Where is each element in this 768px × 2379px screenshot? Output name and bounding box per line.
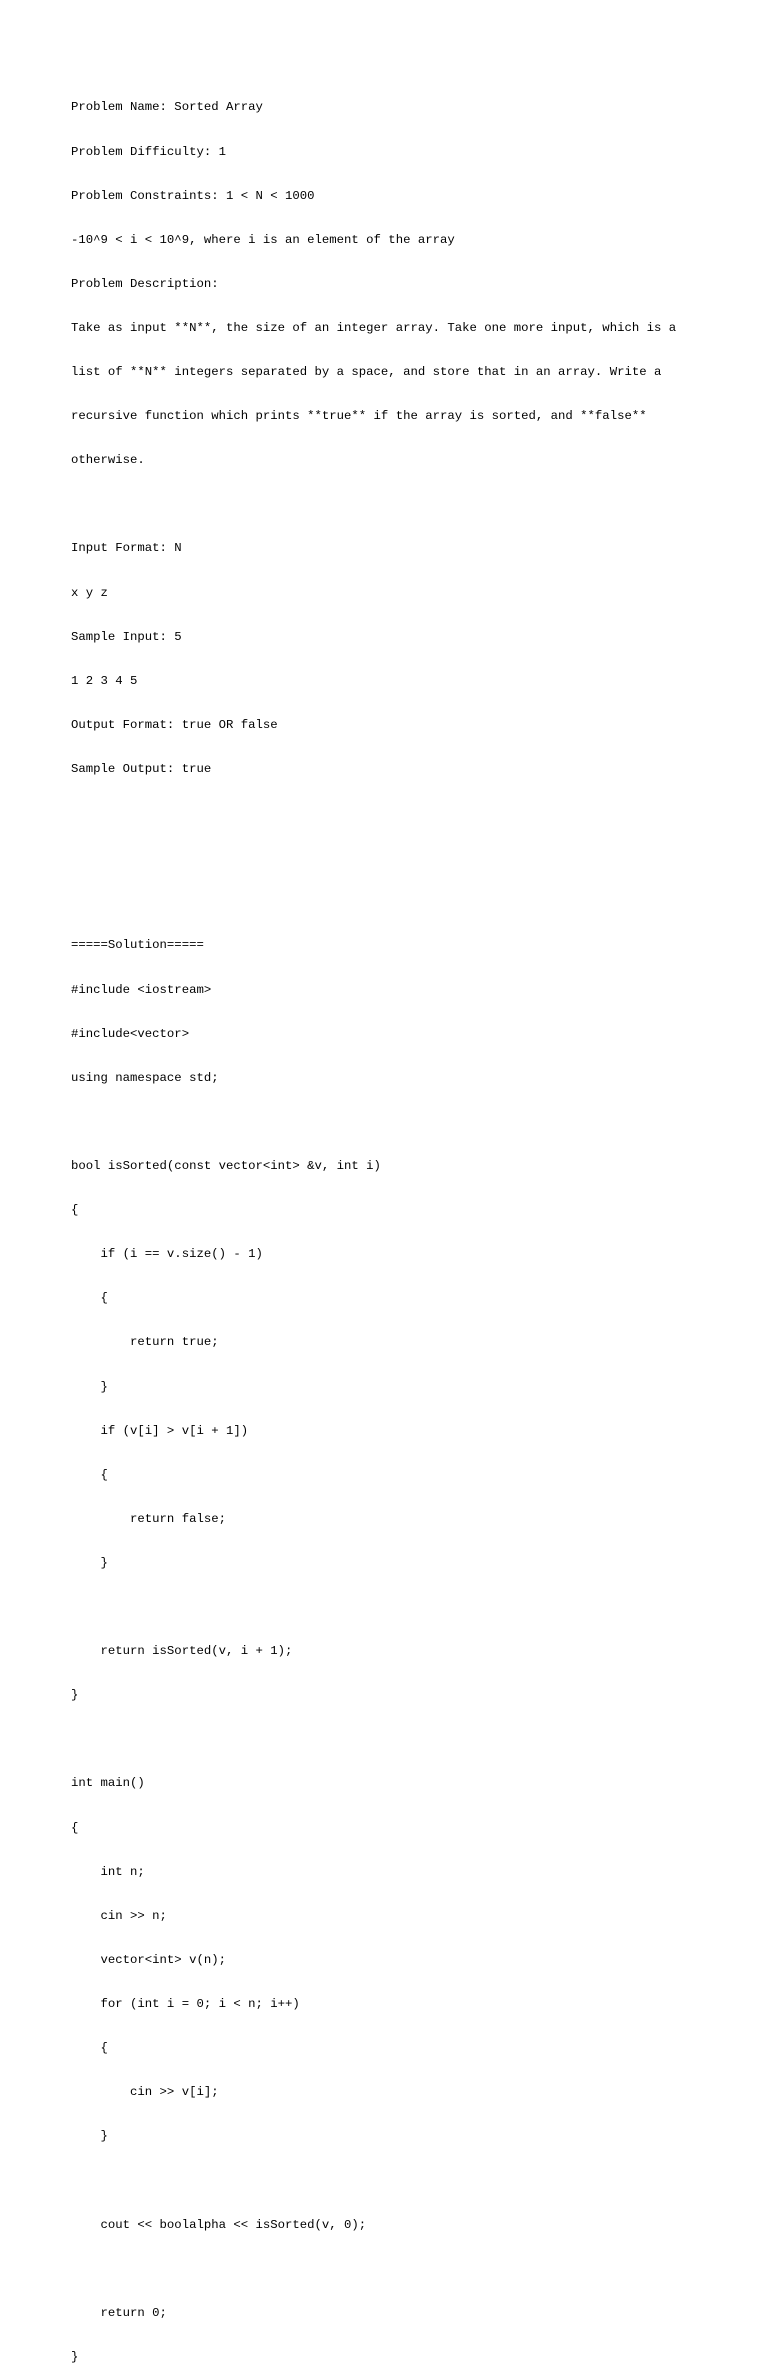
text-line xyxy=(71,894,731,909)
text-line: } xyxy=(71,1379,108,1394)
text-line: for (int i = 0; i < n; i++) xyxy=(71,1997,300,2011)
text-line: Problem Name: Sorted Array xyxy=(71,100,263,115)
text-line xyxy=(71,2173,731,2188)
text-line: cout << boolalpha << isSorted(v, 0); xyxy=(71,2217,367,2232)
text-line: { xyxy=(71,1820,79,1835)
text-line: return true; xyxy=(71,1335,219,1350)
text-line xyxy=(71,2262,731,2277)
text-line: { xyxy=(71,1203,79,1218)
text-line: 1 2 3 4 5 xyxy=(71,673,138,688)
text-line: bool isSorted(const vector<int> &v, int i) xyxy=(71,1158,381,1173)
text-line: -10^9 < i < 10^9, where i is an element of the array xyxy=(71,232,455,247)
text-line xyxy=(71,1600,731,1615)
text-line: if (v[i] > v[i + 1]) xyxy=(71,1423,249,1438)
text-line: Problem Description: xyxy=(71,276,219,291)
text-line: Output Format: true OR false xyxy=(71,717,278,732)
text-line: return 0; xyxy=(71,2305,167,2320)
text-line: Problem Difficulty: 1 xyxy=(71,144,226,159)
text-line: } xyxy=(71,2129,108,2144)
text-line: return isSorted(v, i + 1); xyxy=(71,1644,293,1659)
text-line: =====Solution===== xyxy=(71,938,204,953)
text-line: cin >> n; xyxy=(71,1908,167,1923)
text-line: otherwise. xyxy=(71,453,145,468)
text-line: x y z xyxy=(71,585,108,600)
text-line: #include <iostream> xyxy=(71,982,212,997)
text-line: using namespace std; xyxy=(71,1070,219,1085)
text-line: Take as input **N**, the size of an integer array. Take one more input, which is a xyxy=(71,320,677,335)
text-line: recursive function which prints **true** if the array is sorted, and **false** xyxy=(71,409,647,424)
text-line: } xyxy=(71,1688,79,1703)
text-line xyxy=(71,806,731,821)
text-line xyxy=(71,850,731,865)
text-line: if (i == v.size() - 1) xyxy=(71,1247,263,1262)
text-line: } xyxy=(71,2349,79,2364)
text-line xyxy=(71,1115,731,1130)
text-line: return false; xyxy=(71,1511,226,1526)
text-line: Input Format: N xyxy=(71,541,182,556)
text-line: int n; xyxy=(71,1864,145,1879)
text-line: #include<vector> xyxy=(71,1026,190,1041)
text-line: { xyxy=(71,1467,108,1482)
text-line: int main() xyxy=(71,1776,145,1791)
text-line: list of **N** integers separated by a space, and store that in an array. Write a xyxy=(71,365,662,380)
text-line: { xyxy=(71,2041,108,2056)
text-line: Problem Constraints: 1 < N < 1000 xyxy=(71,188,315,203)
text-line: Sample Input: 5 xyxy=(71,629,182,644)
text-line: cin >> v[i]; xyxy=(71,2085,219,2100)
text-line: } xyxy=(71,1555,108,1570)
text-line: { xyxy=(71,1291,108,1306)
text-line xyxy=(71,1732,731,1747)
text-line xyxy=(71,497,731,512)
document-text xyxy=(71,71,731,2379)
text-line: vector<int> v(n); xyxy=(71,1952,226,1967)
text-line: Sample Output: true xyxy=(71,762,212,777)
